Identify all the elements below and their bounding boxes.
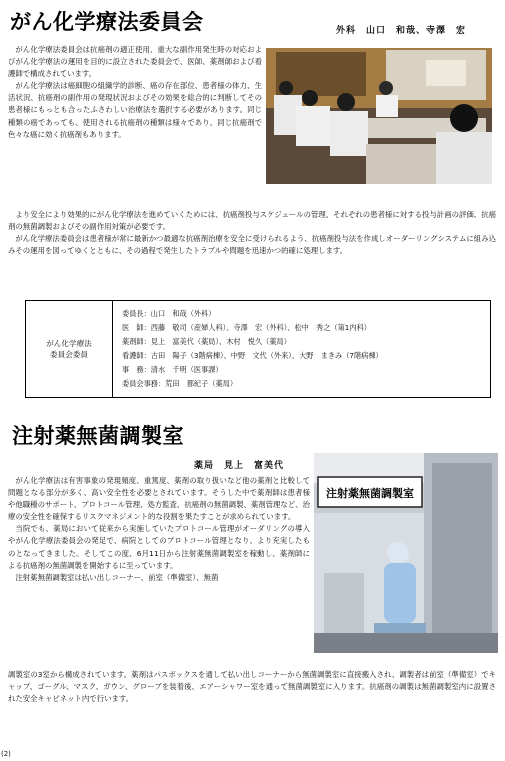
page-number: (2) <box>1 750 11 758</box>
roster-label-line: 委員会委員 <box>50 350 88 359</box>
section2-narrow-text <box>8 475 310 584</box>
paragraph: 当院でも、薬局において従来から実施していたプロトコール管理がオーダリングの導入やがん化学療法委員会の発足で、病院としてのプロトコール管理となり、より充実したものとなってきました。そしてこの度、6月11日から注射薬無菌調製室を稼動し、薬剤師による抗癌剤の無菌調製を開始するに至っています。 <box>8 524 310 570</box>
paragraph: がん化学療法委員会は抗癌剤の適正使用、重大な副作用発生時の対応およびがん化学療法の運用を目的に設立された委員会で、医師、薬剤師および看護師で構成されています。 <box>8 45 262 79</box>
roster-line: 委員長：山口 和哉（外科） <box>122 309 216 318</box>
paragraph: 調製室の3室から構成されています。薬剤はパスボックスを通して払い出しコーナーから無菌調製室に直接搬入され、調製者は前室（準備室）でキャップ、ゴーグル、マスク、ガウン、グローブを装着後、エアーシャワー室を通って無菌調製室に入ります。抗癌剤の調製は無菌調製室内に設置された安全キャビネット内で行います。 <box>8 670 496 704</box>
meeting-photo <box>266 48 492 184</box>
section1-narrow-text <box>8 44 262 141</box>
paragraph: がん化学療法委員会は患者様が常に最新かつ最適な抗癌剤治療を安全に受けられるよう、抗癌剤投与法を作成しオーダーリングシステムに組み込みその運用を図ってゆくとともに、その過程で発生したトラブルや問題を迅速かつ的確に処理します。 <box>8 234 496 256</box>
section1-wide-text <box>8 209 496 257</box>
meeting-photo-image <box>266 48 492 184</box>
section2-title: 注射薬無菌調製室 <box>12 424 184 448</box>
roster-members <box>122 307 486 392</box>
clean-room-photo <box>314 453 498 653</box>
section1-title: がん化学療法委員会 <box>10 10 204 34</box>
roster-label-line: がん化学療法 <box>46 339 92 348</box>
roster-line: 医 師：西藤 敬司（産婦人科）、寺澤 宏（外科）、松中 秀之（第1内科） <box>122 323 371 333</box>
paragraph: がん化学療法は有害事象の発現頻度、重篤度、薬剤の取り扱いなど他の薬剤と比較して問題となる部分が多く、高い安全性を必要とされています。そうした中で薬剤師は患者様や他職種のサポート、プロトコール管理、処方監査、抗癌剤の無菌調製、薬剤管理など、治療の安全性を確保するリスクマネジメント的な役割を果たすことが求められています。 <box>8 476 310 522</box>
roster-line: 薬剤師：見上 富美代（薬局）、木村 悦久（薬局） <box>122 337 291 347</box>
section1-author: 外科 山口 和哉、寺澤 宏 <box>336 26 467 36</box>
paragraph: がん化学療法は癌細胞の組織学的診断、癌の存在部位、患者様の体力、生活状況、抗癌剤の副作用の発現状況およびその効果を総合的に判断してその患者様にもっとも合ったふさわしい治療法を選択する必要があります。同じ種類の癌であっても、使用される抗癌剤の種類は様々であり、同じ抗癌剤で色々な癌に効く抗癌剤もあります。 <box>8 81 262 139</box>
section2-author: 薬局 見上 富美代 <box>194 461 285 471</box>
roster-line: 委員会事務：荒田 都紀子（薬局） <box>122 379 238 389</box>
clean-room-sign: 注射薬無菌調製室 <box>326 487 414 500</box>
roster-line: 事 務：清水 千明（医事課） <box>122 365 223 375</box>
paragraph: 注射薬無菌調製室は払い出しコーナー、前室（準備室）、無菌 <box>15 572 219 582</box>
clean-room-photo-image <box>314 453 498 653</box>
paragraph: より安全により効果的にがん化学療法を進めていくためには、抗癌剤投与スケジュールの管理、それぞれの患者様に対する投与計画の評価、抗癌剤の無菌調製およびその副作用対策が必要です。 <box>8 210 496 232</box>
section2-wide-text <box>8 669 496 705</box>
roster-label <box>26 301 113 397</box>
committee-roster-box <box>25 300 491 398</box>
roster-line: 看護師：古田 陽子（3階病棟）、中野 文代（外来）、大野 まきみ（7階病棟） <box>122 351 383 361</box>
